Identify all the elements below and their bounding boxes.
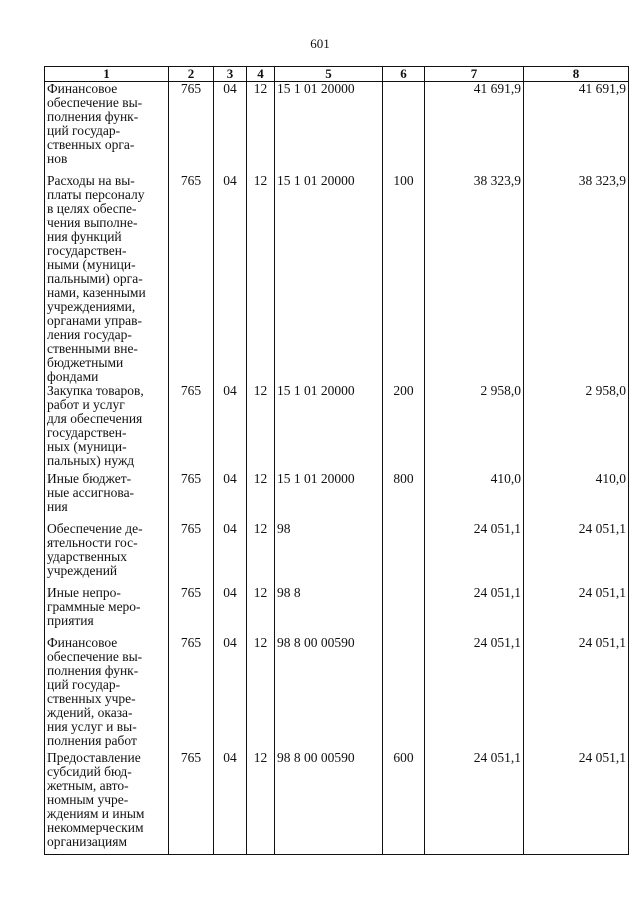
budget-table [44,66,629,855]
row-code-section: 04 [214,636,247,751]
row-code-expense-type: 800 [383,472,425,522]
table-header [45,67,629,82]
header-col-3: 3 [214,67,247,82]
row-code-ministry: 765 [169,472,214,522]
table-row [45,174,629,384]
row-name: Предоставление субсидий бюд- жетным, авто- номным учре- ждениям и иным некоммерческим организациям [45,751,169,855]
row-amount-col8: 24 051,1 [524,751,629,855]
header-col-6: 6 [383,67,425,82]
header-col-7: 7 [425,67,524,82]
row-name: Расходы на вы- платы персоналу в целях обеспе- чения выполне- ния функций государствен- ными (муници- пальными) орга- нами, казенными учреждениями, органами управ- ления государ- ственными вне- бюджетными фондами [45,174,169,384]
row-amount-col8: 38 323,9 [524,174,629,384]
row-amount-col7: 2 958,0 [425,384,524,472]
row-code-expense-type [383,82,425,174]
row-amount-col7: 24 051,1 [425,586,524,636]
row-code-section: 04 [214,586,247,636]
row-amount-col8: 24 051,1 [524,586,629,636]
table-row [45,586,629,636]
row-code-target: 98 8 00 00590 [275,751,383,855]
row-amount-col8: 24 051,1 [524,522,629,586]
row-code-ministry: 765 [169,82,214,174]
row-code-ministry: 765 [169,586,214,636]
row-amount-col7: 38 323,9 [425,174,524,384]
header-col-5: 5 [275,67,383,82]
row-code-expense-type [383,636,425,751]
table-row [45,751,629,855]
row-code-expense-type: 200 [383,384,425,472]
header-col-4: 4 [247,67,275,82]
row-code-target: 15 1 01 20000 [275,384,383,472]
row-code-expense-type: 100 [383,174,425,384]
row-amount-col8: 410,0 [524,472,629,522]
row-code-target: 15 1 01 20000 [275,174,383,384]
table-row [45,82,629,174]
row-code-ministry: 765 [169,174,214,384]
row-code-expense-type [383,522,425,586]
row-code-subsection: 12 [247,174,275,384]
row-code-subsection: 12 [247,586,275,636]
row-code-section: 04 [214,472,247,522]
row-name: Финансовое обеспечение вы- полнения функ- ций государ- ственных учре- ждений, оказа- ния услуг и вы- полнения работ [45,636,169,751]
table-row [45,636,629,751]
header-col-8: 8 [524,67,629,82]
row-code-section: 04 [214,174,247,384]
header-row [45,67,629,82]
row-amount-col7: 24 051,1 [425,751,524,855]
row-code-subsection: 12 [247,384,275,472]
row-amount-col7: 410,0 [425,472,524,522]
row-code-expense-type [383,586,425,636]
row-name: Иные бюджет- ные ассигнова- ния [45,472,169,522]
row-code-expense-type: 600 [383,751,425,855]
row-code-ministry: 765 [169,522,214,586]
table-row [45,472,629,522]
row-code-subsection: 12 [247,522,275,586]
row-name: Закупка товаров, работ и услуг для обеспечения государствен- ных (муници- пальных) нужд [45,384,169,472]
row-code-subsection: 12 [247,751,275,855]
row-code-section: 04 [214,384,247,472]
row-amount-col8: 24 051,1 [524,636,629,751]
row-code-target: 98 8 00 00590 [275,636,383,751]
header-col-1: 1 [45,67,169,82]
row-code-subsection: 12 [247,636,275,751]
row-code-subsection: 12 [247,472,275,522]
row-amount-col7: 24 051,1 [425,522,524,586]
row-code-section: 04 [214,751,247,855]
row-code-ministry: 765 [169,636,214,751]
row-name: Иные непро- граммные меро- приятия [45,586,169,636]
table-body [45,82,629,855]
row-code-ministry: 765 [169,751,214,855]
header-col-2: 2 [169,67,214,82]
row-amount-col7: 41 691,9 [425,82,524,174]
row-code-target: 98 [275,522,383,586]
row-amount-col7: 24 051,1 [425,636,524,751]
row-name: Финансовое обеспечение вы- полнения функ- ций государ- ственных орга- нов [45,82,169,174]
table-row [45,384,629,472]
page-number: 601 [310,36,330,51]
row-code-section: 04 [214,522,247,586]
row-code-ministry: 765 [169,384,214,472]
table-row [45,522,629,586]
row-code-target: 98 8 [275,586,383,636]
row-code-subsection: 12 [247,82,275,174]
row-amount-col8: 2 958,0 [524,384,629,472]
row-code-target: 15 1 01 20000 [275,82,383,174]
row-code-section: 04 [214,82,247,174]
row-name: Обеспечение де- ятельности гос- ударственных учреждений [45,522,169,586]
row-amount-col8: 41 691,9 [524,82,629,174]
row-code-target: 15 1 01 20000 [275,472,383,522]
